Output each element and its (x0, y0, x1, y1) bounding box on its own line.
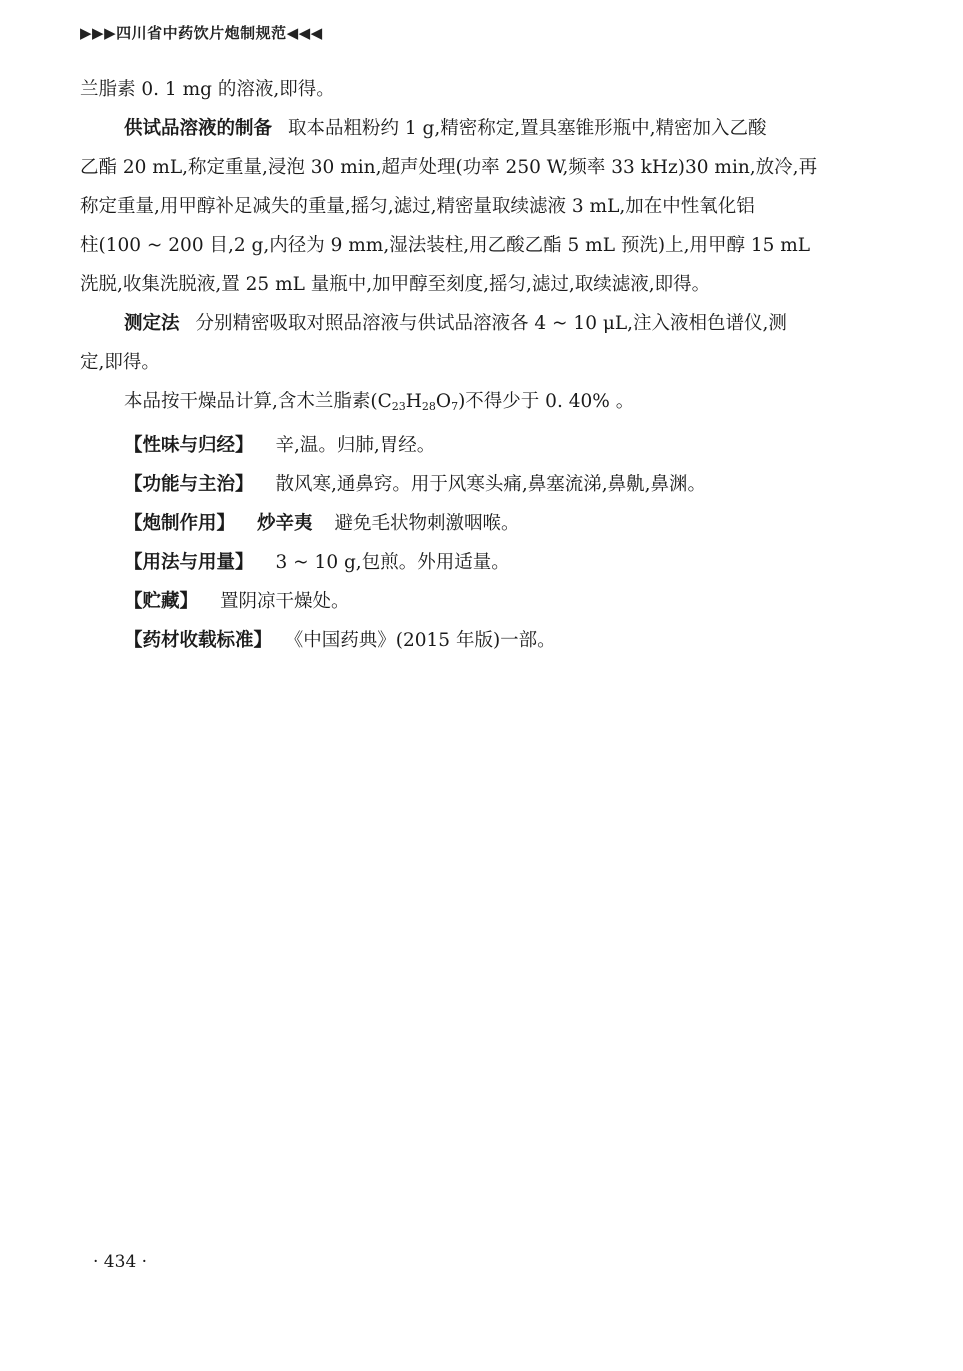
section-nature (80, 426, 886, 465)
prep-paragraph-line (80, 109, 886, 148)
content-text-end: )不得少于 0. 40% 。 (458, 391, 635, 412)
prep-heading: 供试品溶液的制备 (124, 118, 273, 139)
method-paragraph-line (80, 304, 886, 343)
section-text: 避免毛状物刺激咽喉。 (334, 513, 520, 534)
page-number: · 434 · (93, 1252, 148, 1272)
section-function (80, 465, 886, 504)
section-label: 【炮制作用】 (124, 513, 236, 534)
section-text: 辛,温。归肺,胃经。 (275, 435, 436, 456)
subscript-h: 28 (421, 400, 436, 413)
section-standard (80, 621, 886, 660)
prep-text-line-2: 乙酯 20 mL,称定重量,浸泡 30 min,超声处理(功率 250 W,频率 33 kHz)30 min,放冷,再 (80, 157, 818, 178)
continuation-line: 兰脂素 0. 1 mg 的溶液,即得。 (80, 79, 335, 100)
section-text: 置阴凉干燥处。 (220, 591, 350, 612)
page-body (80, 70, 886, 660)
content-text: 本品按干燥品计算,含木兰脂素(C (124, 391, 392, 412)
section-bold-text: 炒辛夷 (257, 513, 313, 534)
prep-text-line-5: 洗脱,收集洗脱液,置 25 mL 量瓶中,加甲醇至刻度,摇匀,滤过,取续滤液,即得。 (80, 274, 711, 295)
section-text: 3 ~ 10 g,包煎。外用适量。 (275, 552, 510, 573)
subscript-o: 7 (451, 400, 459, 413)
method-text-line-2: 定,即得。 (80, 352, 160, 373)
formula-o: O (435, 391, 452, 412)
section-label: 【贮藏】 (124, 591, 199, 612)
method-text: 分别精密吸取对照品溶液与供试品溶液各 4 ~ 10 μL,注入液相色谱仪,测 (195, 313, 787, 334)
prep-text-line-3: 称定重量,用甲醇补足减失的重量,摇匀,滤过,精密量取续滤液 3 mL,加在中性氧化铝 (80, 196, 755, 217)
formula-h: H (405, 391, 422, 412)
section-label: 【用法与用量】 (124, 552, 254, 573)
section-processing-effect (80, 504, 886, 543)
subscript-c: 23 (391, 400, 406, 413)
prep-text-line-4: 柱(100 ~ 200 目,2 g,内径为 9 mm,湿法装柱,用乙酸乙酯 5 mL 预洗)上,用甲醇 15 mL (80, 235, 811, 256)
method-heading: 测定法 (124, 313, 180, 334)
prep-text: 取本品粗粉约 1 g,精密称定,置具塞锥形瓶中,精密加入乙酸 (288, 118, 767, 139)
section-label: 【性味与归经】 (124, 435, 254, 456)
section-dosage (80, 543, 886, 582)
section-text: 《中国药典》(2015 年版)一部。 (294, 630, 556, 651)
section-label: 【功能与主治】 (124, 474, 254, 495)
running-header: ▶▶▶四川省中药饮片炮制规范◀◀◀ (80, 24, 323, 42)
content-requirement (80, 382, 886, 426)
section-text: 散风寒,通鼻窍。用于风寒头痛,鼻塞流涕,鼻鼽,鼻渊。 (275, 474, 707, 495)
section-storage (80, 582, 886, 621)
section-label: 【药材收载标准】 (124, 630, 273, 651)
